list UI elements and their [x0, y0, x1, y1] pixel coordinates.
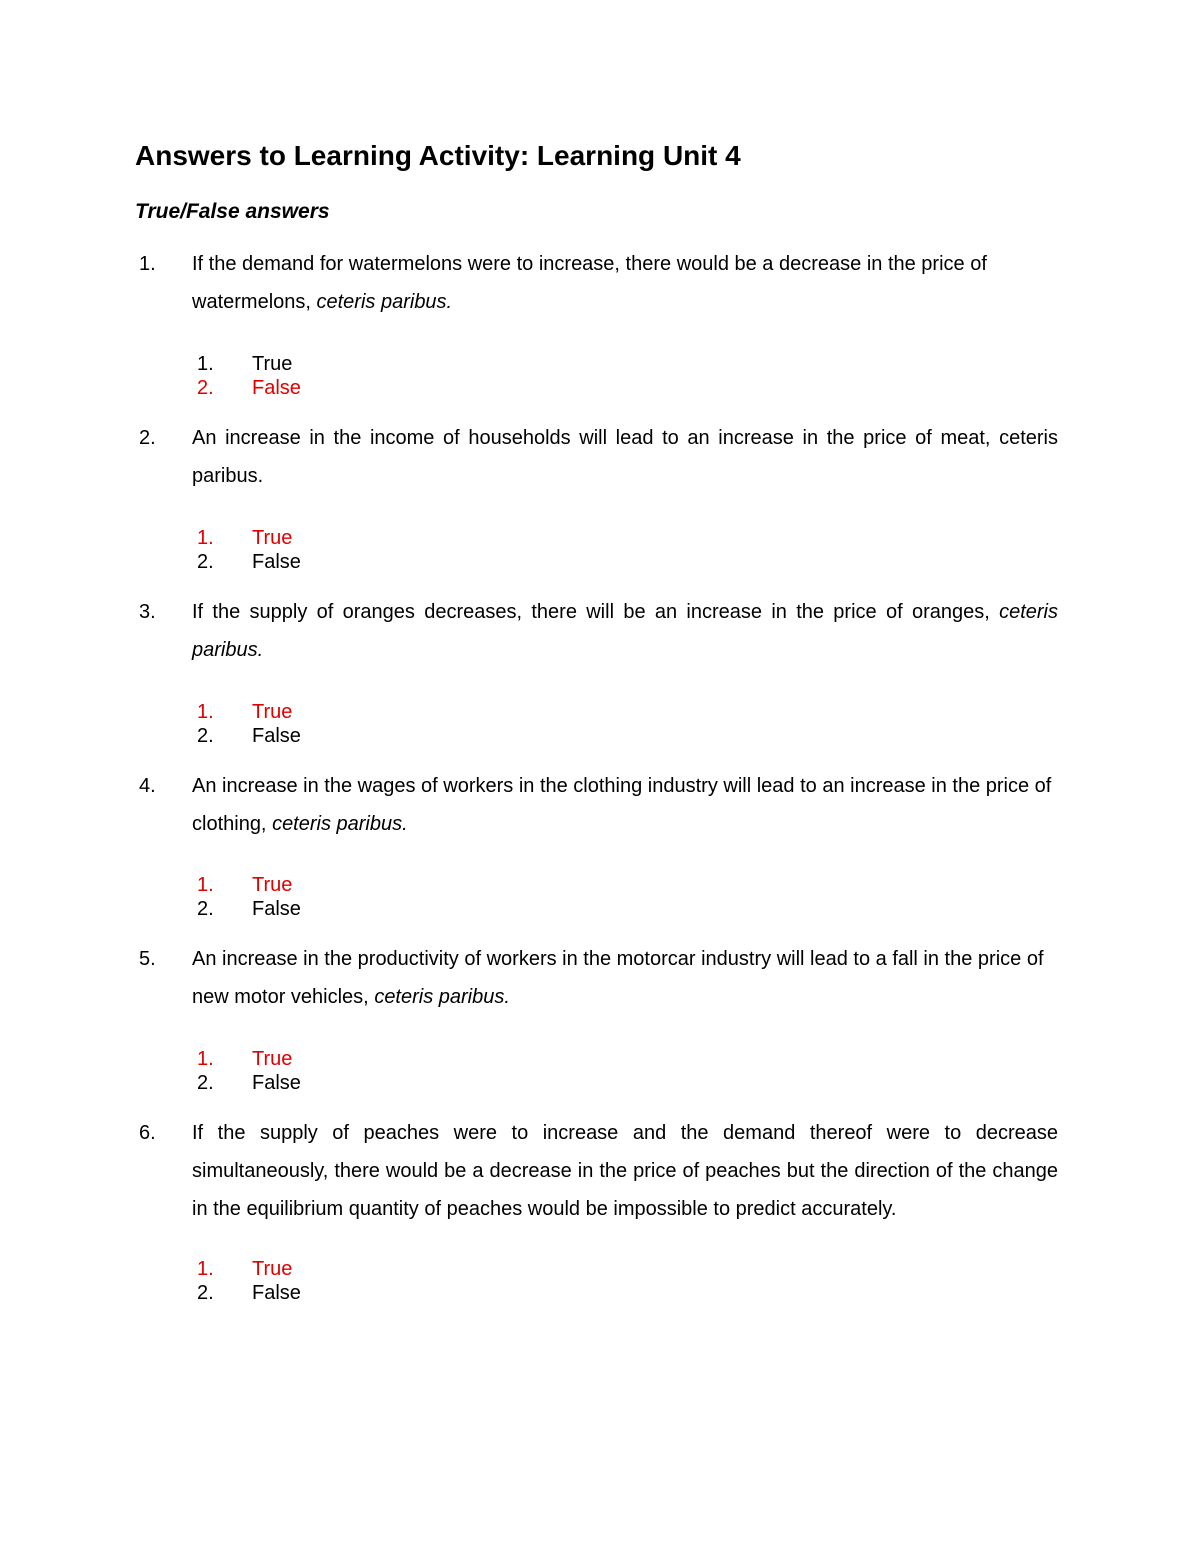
- answer-option: [0, 550, 1200, 574]
- option-label: True: [252, 527, 293, 549]
- answer-options-2: [0, 526, 1200, 574]
- option-number: 2.: [197, 377, 214, 399]
- question-body: An increase in the income of households will lead to an increase in the price of meat, ceteris paribus.: [192, 427, 1058, 487]
- option-number: 2.: [197, 551, 214, 573]
- option-number: 1.: [197, 874, 214, 896]
- question-italic-suffix: ceteris paribus.: [374, 986, 510, 1008]
- question-italic-suffix: ceteris paribus.: [272, 813, 408, 835]
- option-label: False: [252, 898, 301, 920]
- option-number: 2.: [197, 725, 214, 747]
- option-number: 2.: [197, 1282, 214, 1304]
- answer-option: [0, 376, 1200, 400]
- answer-option: [0, 700, 1200, 724]
- option-label: False: [252, 377, 301, 399]
- answer-options-5: [0, 1047, 1200, 1095]
- answer-option: [0, 897, 1200, 921]
- question-number: 1.: [139, 253, 156, 275]
- question-text: [192, 940, 1058, 1016]
- question-number: 2.: [139, 427, 156, 449]
- option-number: 1.: [197, 701, 214, 723]
- option-number: 1.: [197, 353, 214, 375]
- option-label: True: [252, 1048, 293, 1070]
- answer-option: [0, 1257, 1200, 1281]
- question-number: 6.: [139, 1122, 156, 1144]
- question-text: [192, 593, 1058, 669]
- question-number: 4.: [139, 775, 156, 797]
- question-number: 3.: [139, 601, 156, 623]
- option-label: True: [252, 353, 293, 375]
- option-number: 1.: [197, 527, 214, 549]
- option-number: 1.: [197, 1048, 214, 1070]
- answer-option: [0, 1071, 1200, 1095]
- option-label: False: [252, 1282, 301, 1304]
- question-text: [192, 419, 1058, 495]
- page-title: Answers to Learning Activity: Learning Unit 4: [135, 140, 741, 171]
- question-text: [192, 1114, 1058, 1228]
- answer-option: [0, 352, 1200, 376]
- answer-option: [0, 1047, 1200, 1071]
- answer-option: [0, 526, 1200, 550]
- option-label: False: [252, 551, 301, 573]
- option-label: False: [252, 1072, 301, 1094]
- option-label: False: [252, 725, 301, 747]
- answer-options-4: [0, 873, 1200, 921]
- answer-options-3: [0, 700, 1200, 748]
- option-number: 2.: [197, 898, 214, 920]
- answer-option: [0, 873, 1200, 897]
- question-number: 5.: [139, 948, 156, 970]
- option-number: 1.: [197, 1258, 214, 1280]
- answer-options-6: [0, 1257, 1200, 1305]
- option-label: True: [252, 1258, 293, 1280]
- question-text: [192, 767, 1058, 843]
- question-body: If the supply of oranges decreases, there will be an increase in the price of oranges,: [192, 601, 990, 623]
- question-body: If the supply of peaches were to increase and the demand thereof were to decrease simultaneously, there would be a decrease in the price of peaches but the direction of the change in the equilibrium quantity of peaches would be impossible to predict accurately.: [192, 1122, 1058, 1220]
- question-text: [192, 245, 1058, 321]
- section-heading: True/False answers: [135, 200, 330, 223]
- option-label: True: [252, 874, 293, 896]
- question-italic-suffix: ceteris paribus.: [316, 291, 453, 313]
- answer-option: [0, 724, 1200, 748]
- answer-options-1: [0, 352, 1200, 400]
- answer-option: [0, 1281, 1200, 1305]
- question-body: An increase in the productivity of workers in the motorcar industry will lead to a fall in the price of new motor vehicles,: [192, 948, 1044, 1008]
- question-body: If the demand for watermelons were to increase, there would be a decrease in the price of watermelons,: [192, 253, 987, 313]
- option-label: True: [252, 701, 293, 723]
- option-number: 2.: [197, 1072, 214, 1094]
- question-italic-suffix: ceteris paribus.: [192, 601, 1058, 661]
- question-body: An increase in the wages of workers in the clothing industry will lead to an increase in the price of clothing,: [192, 775, 1052, 835]
